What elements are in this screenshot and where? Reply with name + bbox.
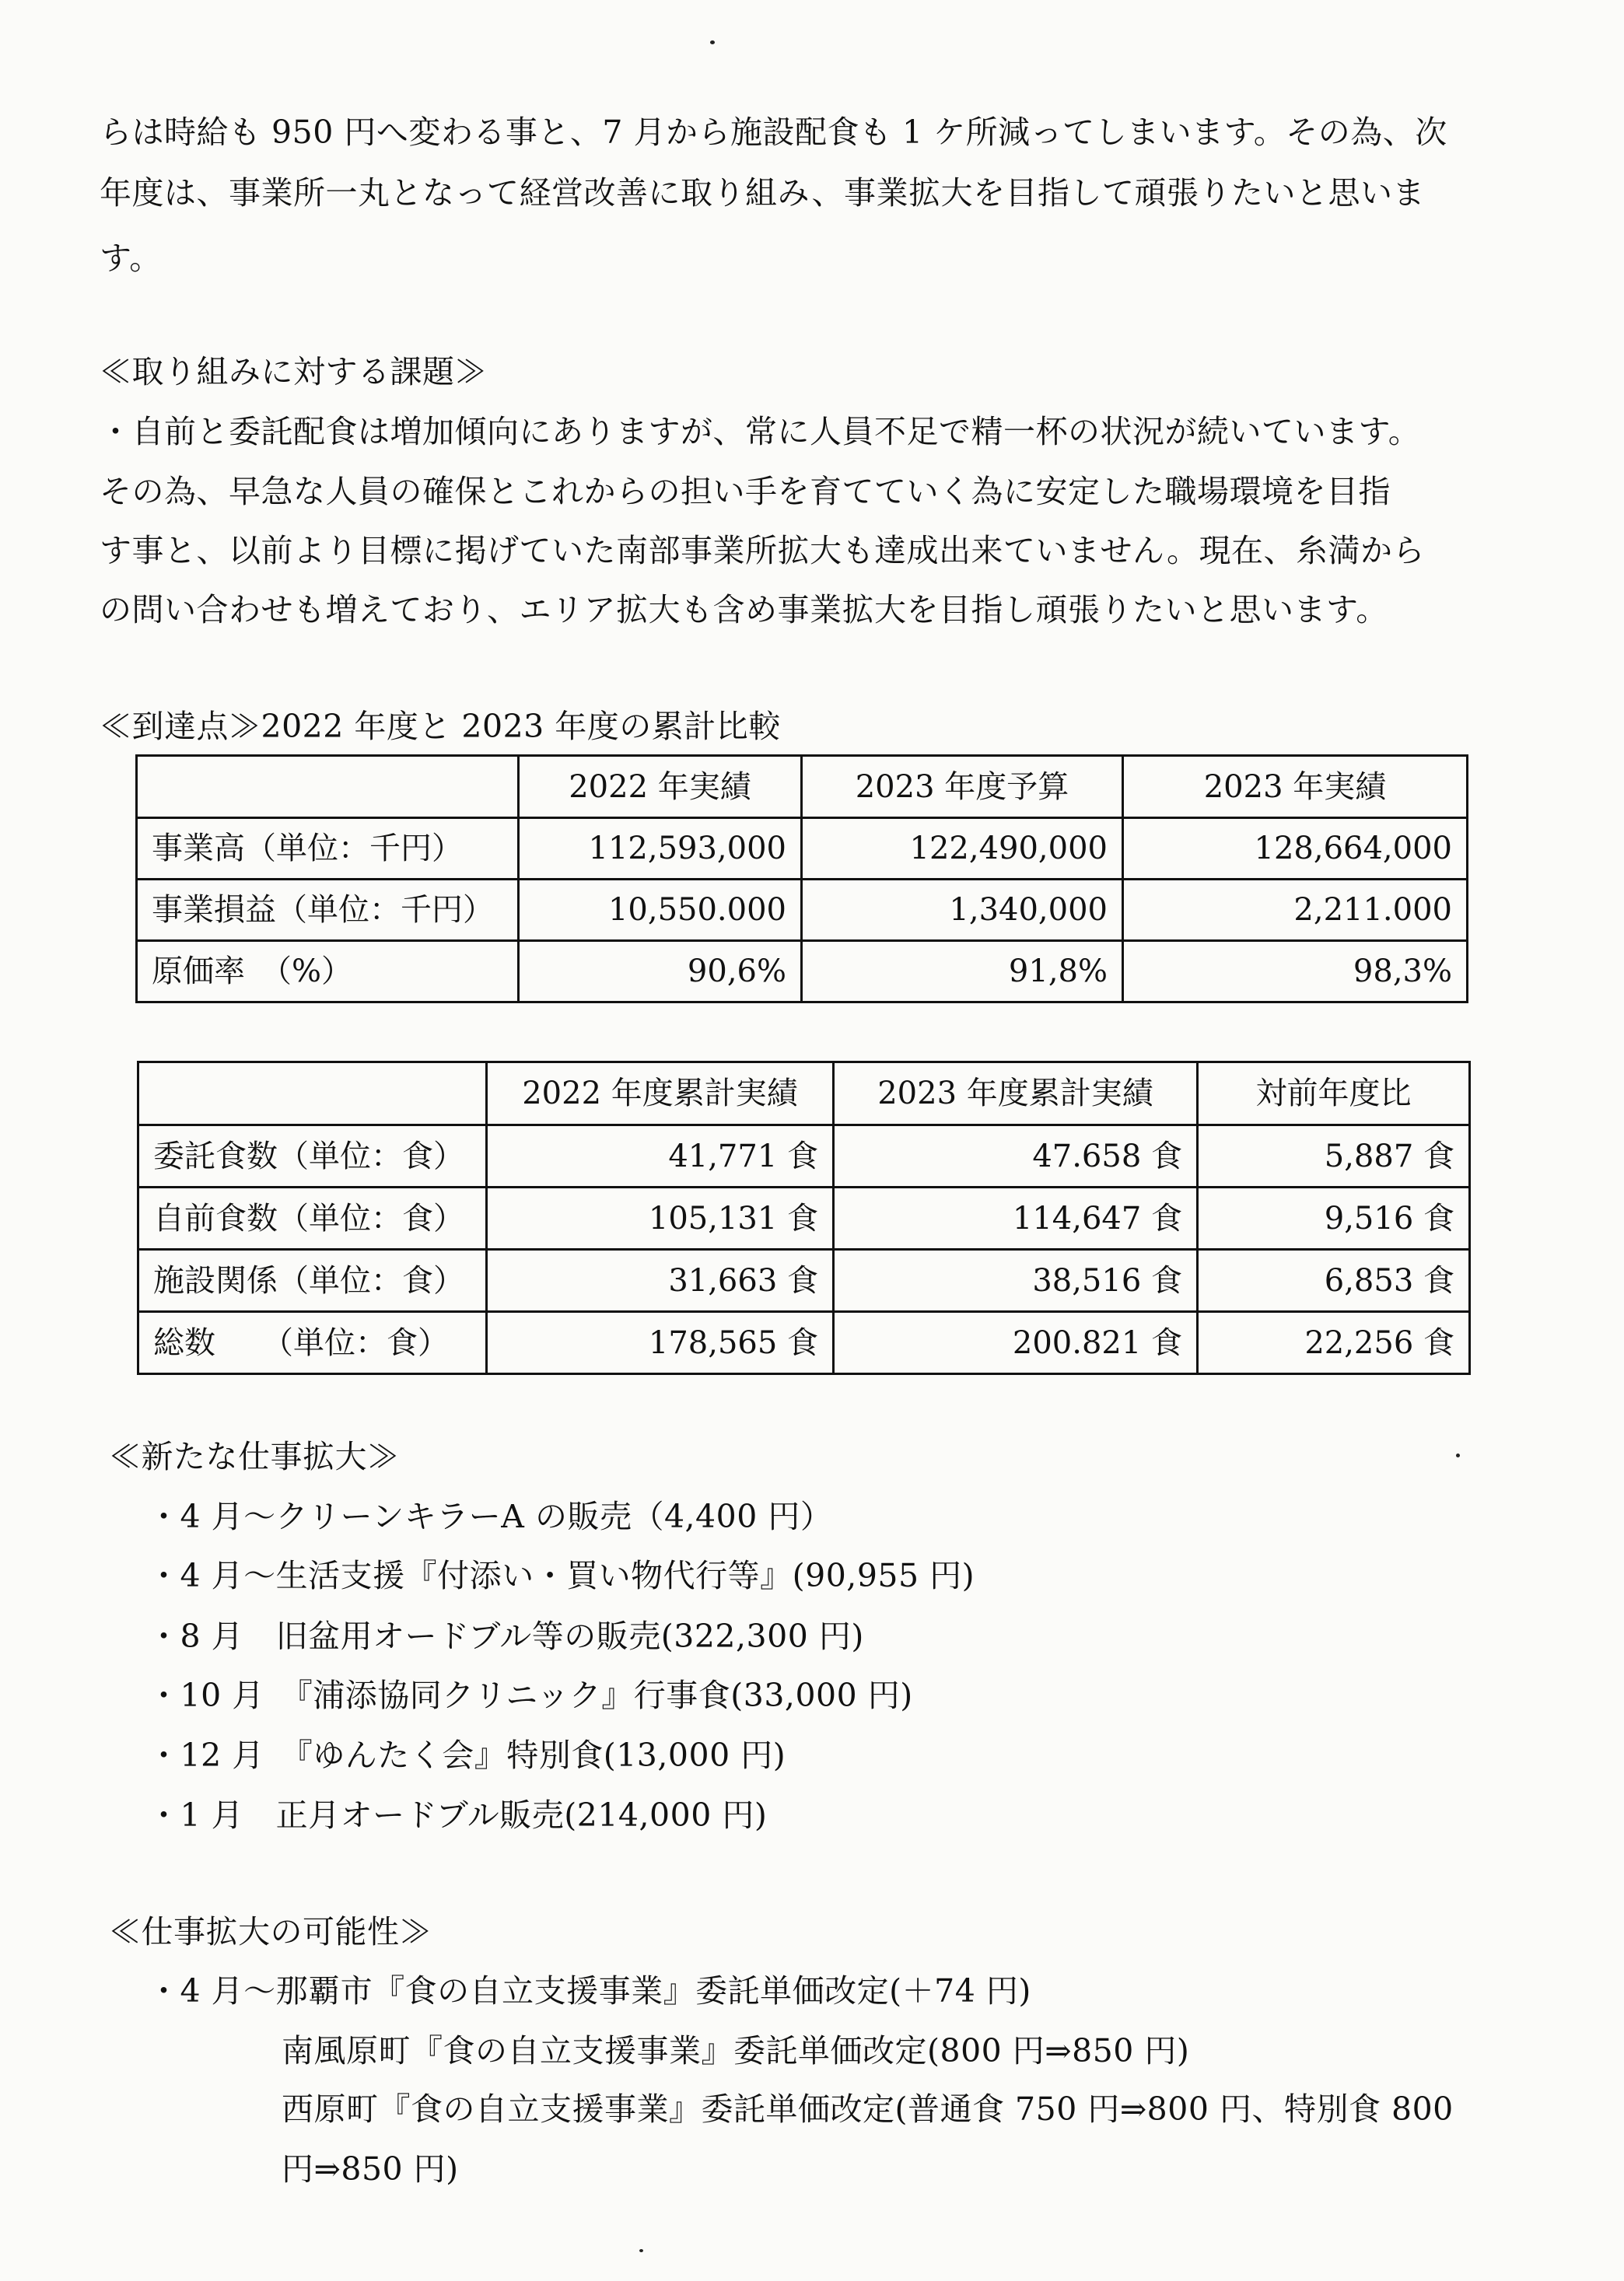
possibility-line: 円⇒850 円) xyxy=(282,2150,459,2188)
table-cell: 178,565 食 xyxy=(487,1312,834,1374)
table-cell: 112,593,000 xyxy=(519,818,802,880)
challenges-line: す事と、以前より目標に掲げていた南部事業所拡大も達成出来ていません。現在、糸満から xyxy=(100,532,1425,569)
table-row xyxy=(138,1312,1470,1374)
challenges-line: その為、早急な人員の確保とこれからの担い手を育てていく為に安定した職場環境を目指 xyxy=(100,473,1391,510)
table-cell: 31,663 食 xyxy=(487,1250,834,1312)
table-cell: 5,887 食 xyxy=(1198,1125,1470,1188)
expansion-item: ・12 月 『ゆんたく会』特別食(13,000 円) xyxy=(148,1737,786,1774)
table-header-cell xyxy=(137,756,519,818)
expansion-item: ・10 月 『浦添協同クリニック』行事食(33,000 円) xyxy=(148,1677,913,1714)
table-cell: 10,550.000 xyxy=(519,880,802,941)
row-label: 施設関係（単位：食） xyxy=(138,1250,487,1312)
table-header-cell: 2022 年実績 xyxy=(519,756,802,818)
table-cell: 41,771 食 xyxy=(487,1125,834,1188)
row-label: 事業高（単位：千円） xyxy=(137,818,519,880)
table-header-cell: 2023 年度予算 xyxy=(802,756,1123,818)
table-header-cell: 対前年度比 xyxy=(1198,1062,1470,1125)
table-row xyxy=(138,1125,1470,1188)
row-label: 委託食数（単位：食） xyxy=(138,1125,487,1188)
table-cell: 200.821 食 xyxy=(834,1312,1198,1374)
expansion-item: ・1 月 正月オードブル販売(214,000 円) xyxy=(148,1796,768,1834)
table-row xyxy=(137,818,1468,880)
row-label: 原価率 （%） xyxy=(137,941,519,1002)
table-cell: 22,256 食 xyxy=(1198,1312,1470,1374)
challenges-line: ・自前と委託配食は増加傾向にありますが、常に人員不足で精一杯の状況が続いています。 xyxy=(100,413,1421,450)
scan-speck xyxy=(1456,1454,1460,1457)
challenges-heading: ≪取り組みに対する課題≫ xyxy=(100,353,487,390)
possibility-line: ・4 月～那覇市『食の自立支援事業』委託単価改定(＋74 円) xyxy=(148,1972,1031,2010)
table-cell: 6,853 食 xyxy=(1198,1250,1470,1312)
possibility-heading: ≪仕事拡大の可能性≫ xyxy=(109,1913,432,1950)
table-header-cell xyxy=(138,1062,487,1125)
table-cell: 105,131 食 xyxy=(487,1188,834,1250)
possibility-line: 南風原町『食の自立支援事業』委託単価改定(800 円⇒850 円) xyxy=(282,2032,1190,2069)
table-cell: 90,6% xyxy=(519,941,802,1002)
intro-line: 年度は、事業所一丸となって経営改善に取り組み、事業拡大を目指して頑張りたいと思いま xyxy=(100,174,1425,212)
table-cell: 47.658 食 xyxy=(834,1125,1198,1188)
table-cell: 98,3% xyxy=(1123,941,1468,1002)
table-cell: 114,647 食 xyxy=(834,1188,1198,1250)
scan-speck xyxy=(639,2249,643,2252)
table-cell: 38,516 食 xyxy=(834,1250,1198,1312)
meal-count-table xyxy=(137,1061,1471,1375)
row-label: 自前食数（単位：食） xyxy=(138,1188,487,1250)
achievement-heading: ≪到達点≫2022 年度と 2023 年度の累計比較 xyxy=(100,708,781,745)
expansion-item: ・8 月 旧盆用オードブル等の販売(322,300 円) xyxy=(148,1618,864,1655)
table-header-cell: 2023 年実績 xyxy=(1123,756,1468,818)
table-cell: 128,664,000 xyxy=(1123,818,1468,880)
table-cell: 122,490,000 xyxy=(802,818,1123,880)
challenges-line: の問い合わせも増えており、エリア拡大も含め事業拡大を目指し頑張りたいと思います。 xyxy=(100,591,1388,628)
table-cell: 1,340,000 xyxy=(802,880,1123,941)
table-cell: 9,516 食 xyxy=(1198,1188,1470,1250)
possibility-line: 西原町『食の自立支援事業』委託単価改定(普通食 750 円⇒800 円、特別食 800 xyxy=(282,2090,1454,2128)
table-header-cell: 2023 年度累計実績 xyxy=(834,1062,1198,1125)
financial-table xyxy=(135,754,1468,1003)
scan-speck xyxy=(710,40,715,44)
table-cell: 91,8% xyxy=(802,941,1123,1002)
intro-line: らは時給も 950 円へ変わる事と、7 月から施設配食も 1 ケ所減ってしまいます。その為、次 xyxy=(100,114,1447,151)
table-cell: 2,211.000 xyxy=(1123,880,1468,941)
table-header-row xyxy=(138,1062,1470,1125)
expansion-item: ・4 月～生活支援『付添い・買い物代行等』(90,955 円) xyxy=(148,1557,975,1594)
table-row xyxy=(138,1250,1470,1312)
row-label: 総数 （単位：食） xyxy=(138,1312,487,1374)
expansion-heading: ≪新たな仕事拡大≫ xyxy=(109,1438,400,1475)
table-row xyxy=(137,941,1468,1002)
table-row xyxy=(137,880,1468,941)
table-header-row xyxy=(137,756,1468,818)
intro-line: す。 xyxy=(100,240,162,277)
row-label: 事業損益（単位：千円） xyxy=(137,880,519,941)
table-header-cell: 2022 年度累計実績 xyxy=(487,1062,834,1125)
table-row xyxy=(138,1188,1470,1250)
expansion-item: ・4 月～クリーンキラーA の販売（4,400 円） xyxy=(148,1498,833,1535)
